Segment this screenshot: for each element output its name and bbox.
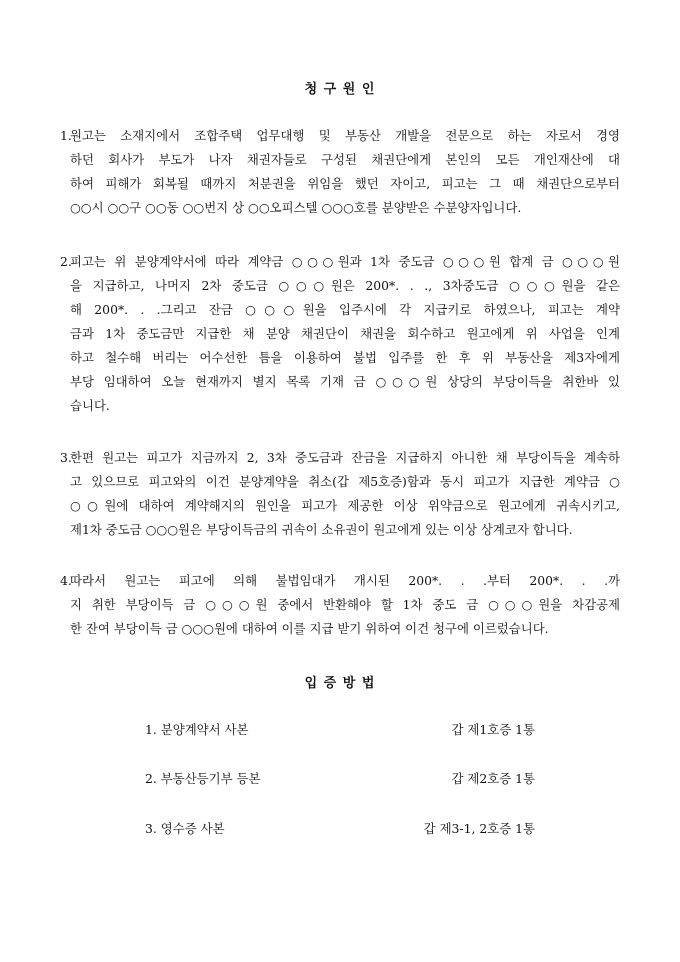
paragraph-line: 하고 철수해 버리는 어수선한 틈을 이용하여 불법 입주를 한 후 위 부동산을 제3자에게: [70, 350, 620, 365]
paragraph-line: 제1차 중도금 ○○○원은 부당이득금의 귀속이 소유권이 원고에게 있는 이상 상계코자 합니다.: [70, 522, 573, 537]
paragraph-line: ○○시 ○○구 ○○동 ○○번지 상 ○○오피스텔 ○○○호를 분양받은 수분양자입니다.: [70, 200, 522, 215]
claim-cause-heading: 청 구 원 인: [304, 82, 376, 97]
paragraph-line: ○○원에 대하여 계약해지의 원인을 피고가 제공한 이상 위약금으로 원고에게 귀속시키고,: [70, 498, 620, 513]
evidence-item: [145, 720, 535, 740]
paragraph-line: 따라서 원고는 피고에 의해 불법임대가 개시된 200*. . .부터 200*. . .까: [70, 573, 620, 588]
evidence-name: 2. 부동산등기부 등본: [145, 771, 261, 786]
paragraph-line: 피고는 위 분양계약서에 따라 계약금 ○○○원과 1차 중도금 ○○○원 합계 금 ○○○원: [70, 254, 620, 269]
paragraph-number: 2.: [60, 254, 72, 269]
evidence-heading: 입 증 방 법: [304, 676, 376, 691]
paragraph-line: 한편 원고는 피고가 지금까지 2, 3차 중도금과 잔금을 지급하지 아니한 채 부당이득을 계속하: [70, 450, 620, 465]
evidence-name: 3. 영수증 사본: [145, 821, 225, 836]
claim-paragraph-1: [60, 124, 620, 220]
paragraph-line: 하여 피해가 회복될 때까지 처분권을 위임을 했던 자이고, 피고는 그 때 채권단으로부터: [70, 176, 620, 191]
paragraph-line: 부당 임대하여 오늘 현재까지 별지 목록 기재 금 ○○○원 상당의 부당이득을 취한바 있: [70, 374, 620, 389]
paragraph-line: 하던 회사가 부도가 나자 채권자들로 구성된 채권단에게 본인의 모든 개인재산에 대: [70, 152, 620, 167]
paragraph-line: 금과 1차 중도금만 지급한 채 분양 채권단이 채권을 회수하고 원고에게 위 사업을 인계: [70, 326, 620, 341]
evidence-reference: 갑 제1호증 1통: [451, 722, 535, 737]
paragraph-line: 을 지급하고, 나머지 2차 중도금 ○○○원은 200*. . ., 3차중도금 ○○○원을 같은: [70, 278, 620, 293]
paragraph-number: 4.: [60, 573, 72, 588]
claim-paragraph-2: [60, 250, 620, 418]
claim-paragraph-4: [60, 569, 620, 641]
evidence-reference: 갑 제3-1, 2호증 1통: [423, 821, 535, 836]
paragraph-line: 지 취한 부당이득 금 ○○○원 중에서 반환해야 할 1차 중도 금 ○○○원을 차감공제: [70, 597, 620, 612]
paragraph-line: 원고는 소재지에서 조합주택 업무대행 및 부동산 개발을 전문으로 하는 자로서 경영: [70, 128, 620, 143]
paragraph-line: 해 200*. . .그리고 잔금 ○○○원을 입주시에 각 지급키로 하였으나, 피고는 계약: [70, 302, 620, 317]
paragraph-number: 3.: [60, 450, 72, 465]
paragraph-line: 습니다.: [70, 398, 110, 413]
evidence-reference: 갑 제2호증 1통: [451, 771, 535, 786]
evidence-item: [145, 769, 535, 789]
evidence-name: 1. 분양계약서 사본: [145, 722, 249, 737]
paragraph-number: 1.: [60, 128, 72, 143]
paragraph-line: 한 잔여 부당이득 금 ○○○원에 대하여 이를 지급 받기 위하여 이건 청구에 이르렀습니다.: [70, 621, 549, 636]
evidence-item: [145, 819, 535, 839]
claim-paragraph-3: [60, 446, 620, 542]
paragraph-line: 고 있으므로 피고와의 이건 분양계약을 취소(갑 제5호증)함과 동시 피고가 지급한 계약금 ○: [70, 474, 620, 489]
